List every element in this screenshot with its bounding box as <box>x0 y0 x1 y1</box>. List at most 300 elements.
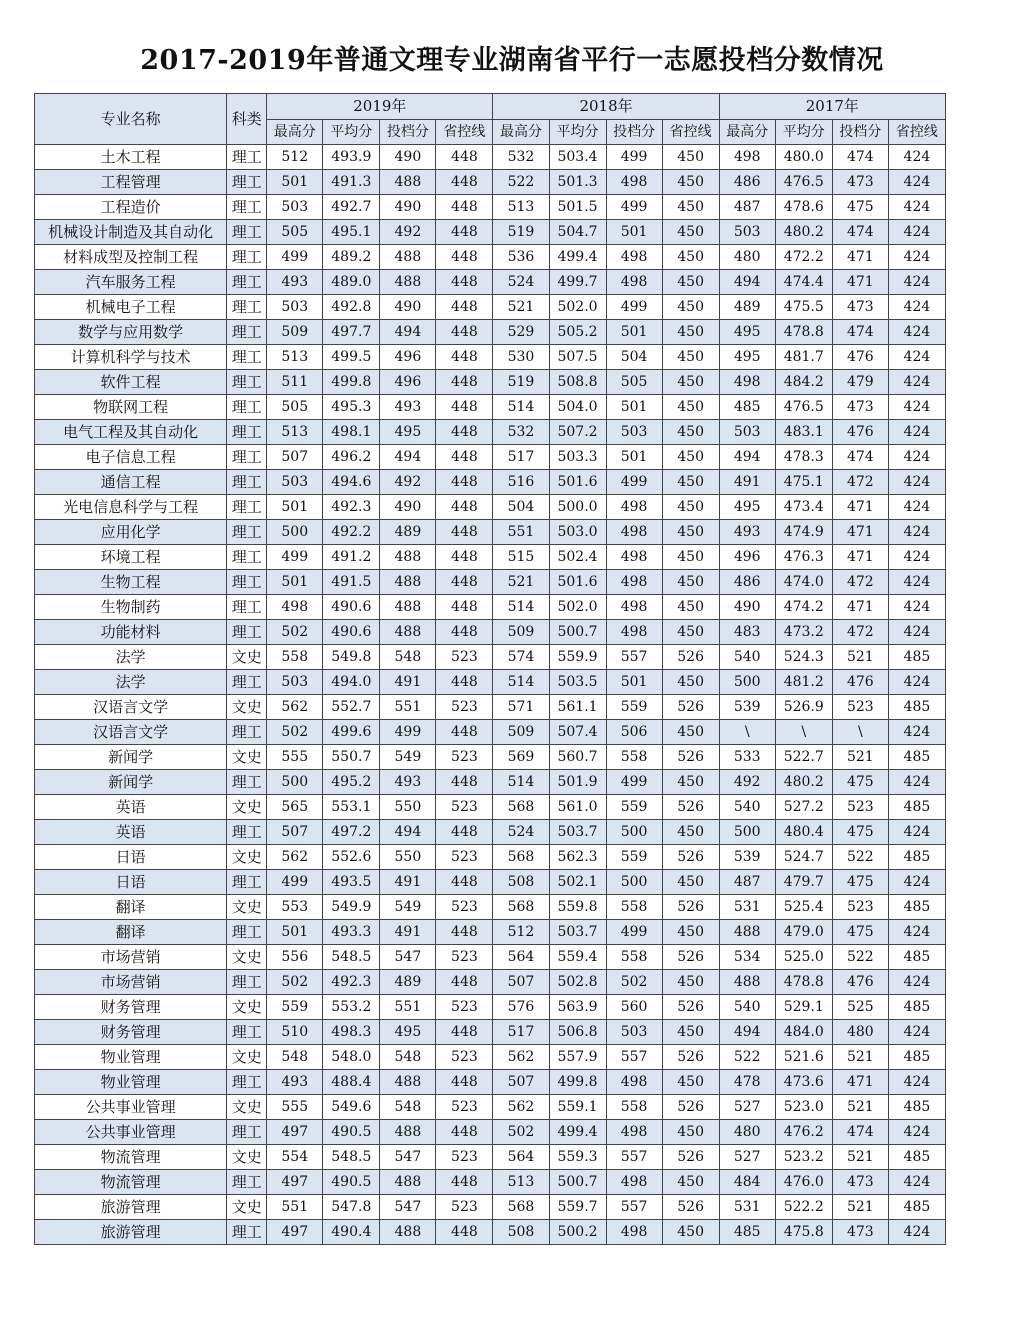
cell-control-2018: 450 <box>662 1020 719 1045</box>
cell-avg-2018: 507.2 <box>549 420 606 445</box>
cell-max-2017: 540 <box>719 645 775 670</box>
cell-control-2019: 448 <box>436 620 493 645</box>
cell-cutoff-2019: 488 <box>380 545 436 570</box>
cell-max-2017: 539 <box>719 695 775 720</box>
cell-cutoff-2018: 557 <box>606 645 662 670</box>
cell-major-name: 公共事业管理 <box>35 1095 227 1120</box>
cell-cutoff-2017: 521 <box>832 1145 888 1170</box>
cell-avg-2017: \ <box>775 720 832 745</box>
cell-max-2017: 485 <box>719 395 775 420</box>
cell-control-2017: 485 <box>888 945 945 970</box>
cell-control-2018: 450 <box>662 820 719 845</box>
cell-cutoff-2018: 557 <box>606 1045 662 1070</box>
cell-cutoff-2017: 521 <box>832 1095 888 1120</box>
cell-control-2019: 448 <box>436 370 493 395</box>
cell-control-2017: 424 <box>888 670 945 695</box>
cell-avg-2019: 550.7 <box>323 745 380 770</box>
cell-cutoff-2017: \ <box>832 720 888 745</box>
cell-avg-2017: 527.2 <box>775 795 832 820</box>
cell-max-2018: 507 <box>493 1070 549 1095</box>
cell-control-2019: 448 <box>436 545 493 570</box>
cell-avg-2019: 492.3 <box>323 970 380 995</box>
cell-cutoff-2018: 498 <box>606 595 662 620</box>
cell-control-2018: 450 <box>662 495 719 520</box>
cell-avg-2018: 503.7 <box>549 820 606 845</box>
table-row <box>35 1195 946 1220</box>
cell-major-name: 计算机科学与技术 <box>35 345 227 370</box>
cell-control-2017: 424 <box>888 295 945 320</box>
cell-avg-2019: 491.5 <box>323 570 380 595</box>
cell-cutoff-2019: 488 <box>380 1170 436 1195</box>
cell-cutoff-2019: 547 <box>380 945 436 970</box>
cell-cutoff-2019: 548 <box>380 645 436 670</box>
cell-max-2019: 513 <box>267 345 323 370</box>
cell-control-2019: 448 <box>436 195 493 220</box>
cell-avg-2017: 524.7 <box>775 845 832 870</box>
cell-max-2019: 500 <box>267 520 323 545</box>
cell-max-2019: 503 <box>267 295 323 320</box>
cell-control-2018: 526 <box>662 645 719 670</box>
cell-cutoff-2018: 498 <box>606 520 662 545</box>
cell-max-2019: 553 <box>267 895 323 920</box>
cell-major-name: 日语 <box>35 870 227 895</box>
cell-avg-2018: 500.7 <box>549 620 606 645</box>
cell-category: 理工 <box>227 920 267 945</box>
cell-control-2017: 424 <box>888 770 945 795</box>
cell-cutoff-2018: 559 <box>606 695 662 720</box>
header-cutoff-score: 投档分 <box>380 120 436 145</box>
cell-avg-2017: 523.2 <box>775 1145 832 1170</box>
cell-avg-2017: 484.0 <box>775 1020 832 1045</box>
cell-avg-2018: 501.6 <box>549 470 606 495</box>
cell-max-2017: 540 <box>719 795 775 820</box>
cell-cutoff-2017: 472 <box>832 470 888 495</box>
cell-avg-2019: 498.1 <box>323 420 380 445</box>
cell-max-2017: 495 <box>719 345 775 370</box>
cell-cutoff-2018: 498 <box>606 1220 662 1245</box>
cell-control-2019: 448 <box>436 770 493 795</box>
cell-cutoff-2017: 522 <box>832 845 888 870</box>
table-row <box>35 145 946 170</box>
cell-avg-2018: 559.4 <box>549 945 606 970</box>
cell-max-2018: 571 <box>493 695 549 720</box>
cell-control-2019: 448 <box>436 320 493 345</box>
cell-control-2018: 526 <box>662 1145 719 1170</box>
cell-category: 文史 <box>227 995 267 1020</box>
cell-cutoff-2018: 501 <box>606 445 662 470</box>
cell-control-2018: 526 <box>662 945 719 970</box>
cell-avg-2018: 559.3 <box>549 1145 606 1170</box>
cell-cutoff-2019: 488 <box>380 170 436 195</box>
table-row <box>35 1070 946 1095</box>
cell-control-2017: 485 <box>888 845 945 870</box>
cell-control-2017: 424 <box>888 570 945 595</box>
cell-avg-2019: 492.3 <box>323 495 380 520</box>
cell-max-2017: 480 <box>719 1120 775 1145</box>
cell-cutoff-2018: 499 <box>606 195 662 220</box>
cell-max-2018: 530 <box>493 345 549 370</box>
cell-avg-2017: 481.7 <box>775 345 832 370</box>
table-row <box>35 870 946 895</box>
cell-max-2019: 562 <box>267 695 323 720</box>
header-year-2018: 2018年 <box>493 94 719 120</box>
cell-category: 文史 <box>227 845 267 870</box>
cell-control-2017: 424 <box>888 195 945 220</box>
cell-max-2019: 499 <box>267 870 323 895</box>
cell-avg-2018: 559.7 <box>549 1195 606 1220</box>
cell-max-2017: 498 <box>719 370 775 395</box>
cell-max-2017: 494 <box>719 445 775 470</box>
table-body <box>35 145 946 1245</box>
cell-max-2019: 548 <box>267 1045 323 1070</box>
cell-major-name: 机械设计制造及其自动化 <box>35 220 227 245</box>
cell-cutoff-2019: 491 <box>380 870 436 895</box>
cell-cutoff-2018: 498 <box>606 1070 662 1095</box>
cell-category: 理工 <box>227 170 267 195</box>
cell-cutoff-2019: 492 <box>380 470 436 495</box>
cell-avg-2018: 503.5 <box>549 670 606 695</box>
cell-cutoff-2018: 498 <box>606 620 662 645</box>
cell-cutoff-2018: 503 <box>606 420 662 445</box>
cell-control-2018: 526 <box>662 1095 719 1120</box>
cell-cutoff-2017: 474 <box>832 145 888 170</box>
cell-cutoff-2017: 475 <box>832 195 888 220</box>
cell-cutoff-2017: 472 <box>832 620 888 645</box>
cell-avg-2018: 499.4 <box>549 1120 606 1145</box>
cell-max-2018: 568 <box>493 795 549 820</box>
cell-cutoff-2019: 488 <box>380 1220 436 1245</box>
cell-major-name: 法学 <box>35 670 227 695</box>
cell-avg-2018: 502.8 <box>549 970 606 995</box>
cell-max-2017: 503 <box>719 420 775 445</box>
cell-control-2018: 450 <box>662 320 719 345</box>
cell-max-2019: 498 <box>267 595 323 620</box>
table-row <box>35 220 946 245</box>
cell-max-2017: 500 <box>719 670 775 695</box>
cell-cutoff-2017: 523 <box>832 695 888 720</box>
cell-max-2019: 497 <box>267 1120 323 1145</box>
table-row <box>35 920 946 945</box>
cell-avg-2019: 492.8 <box>323 295 380 320</box>
cell-control-2019: 448 <box>436 970 493 995</box>
cell-avg-2018: 505.2 <box>549 320 606 345</box>
cell-control-2019: 448 <box>436 345 493 370</box>
header-avg-score: 平均分 <box>323 120 380 145</box>
cell-control-2019: 523 <box>436 995 493 1020</box>
cell-avg-2017: 474.4 <box>775 270 832 295</box>
table-row <box>35 1045 946 1070</box>
cell-avg-2019: 549.9 <box>323 895 380 920</box>
cell-max-2018: 514 <box>493 595 549 620</box>
cell-cutoff-2018: 498 <box>606 570 662 595</box>
cell-avg-2019: 552.7 <box>323 695 380 720</box>
cell-max-2018: 509 <box>493 720 549 745</box>
header-cutoff-score: 投档分 <box>832 120 888 145</box>
cell-control-2017: 424 <box>888 820 945 845</box>
cell-max-2019: 497 <box>267 1220 323 1245</box>
cell-max-2019: 558 <box>267 645 323 670</box>
cell-avg-2017: 525.4 <box>775 895 832 920</box>
cell-avg-2018: 501.5 <box>549 195 606 220</box>
cell-avg-2017: 483.1 <box>775 420 832 445</box>
header-avg-score: 平均分 <box>549 120 606 145</box>
cell-category: 理工 <box>227 220 267 245</box>
cell-cutoff-2018: 500 <box>606 820 662 845</box>
table-row <box>35 645 946 670</box>
cell-control-2019: 448 <box>436 445 493 470</box>
cell-major-name: 财务管理 <box>35 1020 227 1045</box>
cell-control-2019: 448 <box>436 270 493 295</box>
cell-control-2018: 526 <box>662 845 719 870</box>
cell-avg-2018: 502.0 <box>549 595 606 620</box>
cell-max-2019: 565 <box>267 795 323 820</box>
cell-control-2017: 424 <box>888 495 945 520</box>
cell-major-name: 机械电子工程 <box>35 295 227 320</box>
cell-major-name: 市场营销 <box>35 970 227 995</box>
header-row-years <box>35 94 946 120</box>
table-row <box>35 1145 946 1170</box>
cell-category: 理工 <box>227 720 267 745</box>
cell-cutoff-2019: 548 <box>380 1095 436 1120</box>
cell-cutoff-2017: 473 <box>832 1220 888 1245</box>
cell-control-2019: 448 <box>436 920 493 945</box>
table-row <box>35 795 946 820</box>
cell-max-2018: 564 <box>493 945 549 970</box>
cell-avg-2019: 495.2 <box>323 770 380 795</box>
cell-avg-2018: 507.4 <box>549 720 606 745</box>
cell-control-2019: 523 <box>436 695 493 720</box>
cell-control-2017: 485 <box>888 1095 945 1120</box>
cell-category: 理工 <box>227 195 267 220</box>
cell-avg-2017: 478.3 <box>775 445 832 470</box>
cell-max-2017: 503 <box>719 220 775 245</box>
cell-avg-2019: 548.0 <box>323 1045 380 1070</box>
cell-avg-2017: 475.8 <box>775 1220 832 1245</box>
cell-max-2017: 533 <box>719 745 775 770</box>
cell-control-2018: 450 <box>662 395 719 420</box>
cell-cutoff-2017: 471 <box>832 545 888 570</box>
cell-cutoff-2018: 560 <box>606 995 662 1020</box>
cell-avg-2018: 502.0 <box>549 295 606 320</box>
cell-control-2017: 424 <box>888 170 945 195</box>
cell-avg-2017: 472.2 <box>775 245 832 270</box>
cell-major-name: 英语 <box>35 795 227 820</box>
cell-avg-2017: 474.9 <box>775 520 832 545</box>
cell-cutoff-2018: 501 <box>606 670 662 695</box>
table-row <box>35 1220 946 1245</box>
cell-max-2019: 501 <box>267 495 323 520</box>
cell-max-2019: 502 <box>267 970 323 995</box>
table-row <box>35 570 946 595</box>
cell-cutoff-2018: 498 <box>606 545 662 570</box>
page-title: 2017-2019年普通文理专业湖南省平行一志愿投档分数情况 <box>140 45 884 76</box>
cell-avg-2019: 492.7 <box>323 195 380 220</box>
cell-category: 文史 <box>227 1145 267 1170</box>
cell-category: 理工 <box>227 620 267 645</box>
cell-control-2018: 450 <box>662 420 719 445</box>
cell-major-name: 公共事业管理 <box>35 1120 227 1145</box>
cell-control-2017: 485 <box>888 895 945 920</box>
table-row <box>35 545 946 570</box>
cell-avg-2019: 493.5 <box>323 870 380 895</box>
cell-control-2018: 450 <box>662 520 719 545</box>
cell-max-2018: 568 <box>493 1195 549 1220</box>
table-row <box>35 495 946 520</box>
cell-avg-2019: 490.5 <box>323 1170 380 1195</box>
cell-max-2017: 486 <box>719 570 775 595</box>
cell-category: 理工 <box>227 295 267 320</box>
cell-max-2018: 574 <box>493 645 549 670</box>
cell-max-2017: 486 <box>719 170 775 195</box>
cell-control-2017: 424 <box>888 920 945 945</box>
cell-control-2017: 424 <box>888 145 945 170</box>
cell-cutoff-2019: 489 <box>380 970 436 995</box>
cell-avg-2017: 525.0 <box>775 945 832 970</box>
cell-max-2017: 494 <box>719 270 775 295</box>
cell-max-2018: 514 <box>493 670 549 695</box>
cell-major-name: 市场营销 <box>35 945 227 970</box>
header-max-score: 最高分 <box>493 120 549 145</box>
cell-control-2017: 424 <box>888 445 945 470</box>
cell-avg-2018: 562.3 <box>549 845 606 870</box>
cell-category: 理工 <box>227 420 267 445</box>
cell-cutoff-2018: 558 <box>606 745 662 770</box>
header-cutoff-score: 投档分 <box>606 120 662 145</box>
table-row <box>35 745 946 770</box>
cell-major-name: 旅游管理 <box>35 1220 227 1245</box>
cell-control-2018: 526 <box>662 695 719 720</box>
cell-category: 理工 <box>227 1020 267 1045</box>
cell-control-2018: 450 <box>662 1170 719 1195</box>
cell-cutoff-2017: 525 <box>832 995 888 1020</box>
header-control-line: 省控线 <box>436 120 493 145</box>
cell-control-2018: 450 <box>662 570 719 595</box>
table-row <box>35 970 946 995</box>
cell-cutoff-2018: 557 <box>606 1195 662 1220</box>
cell-max-2018: 508 <box>493 1220 549 1245</box>
cell-cutoff-2017: 521 <box>832 645 888 670</box>
cell-max-2018: 513 <box>493 195 549 220</box>
cell-cutoff-2019: 549 <box>380 745 436 770</box>
table-row <box>35 995 946 1020</box>
cell-control-2018: 450 <box>662 545 719 570</box>
cell-avg-2017: 473.6 <box>775 1070 832 1095</box>
cell-category: 文史 <box>227 945 267 970</box>
cell-cutoff-2019: 494 <box>380 445 436 470</box>
cell-major-name: 工程造价 <box>35 195 227 220</box>
cell-cutoff-2017: 473 <box>832 170 888 195</box>
cell-category: 理工 <box>227 595 267 620</box>
cell-max-2018: 532 <box>493 145 549 170</box>
cell-avg-2018: 500.2 <box>549 1220 606 1245</box>
cell-avg-2018: 503.4 <box>549 145 606 170</box>
cell-cutoff-2018: 557 <box>606 1145 662 1170</box>
cell-control-2018: 450 <box>662 970 719 995</box>
cell-max-2017: \ <box>719 720 775 745</box>
cell-max-2018: 519 <box>493 370 549 395</box>
cell-major-name: 物流管理 <box>35 1170 227 1195</box>
cell-control-2017: 424 <box>888 320 945 345</box>
cell-cutoff-2017: 474 <box>832 445 888 470</box>
cell-control-2019: 523 <box>436 1195 493 1220</box>
cell-avg-2019: 498.3 <box>323 1020 380 1045</box>
cell-control-2017: 424 <box>888 220 945 245</box>
cell-avg-2019: 490.5 <box>323 1120 380 1145</box>
cell-category: 文史 <box>227 695 267 720</box>
cell-avg-2019: 490.6 <box>323 620 380 645</box>
cell-control-2018: 450 <box>662 245 719 270</box>
cell-control-2019: 448 <box>436 870 493 895</box>
cell-control-2017: 424 <box>888 1020 945 1045</box>
cell-cutoff-2019: 488 <box>380 570 436 595</box>
cell-control-2019: 448 <box>436 1120 493 1145</box>
cell-category: 文史 <box>227 745 267 770</box>
cell-cutoff-2018: 498 <box>606 170 662 195</box>
cell-major-name: 汉语言文学 <box>35 695 227 720</box>
cell-cutoff-2019: 488 <box>380 1120 436 1145</box>
cell-max-2017: 484 <box>719 1170 775 1195</box>
cell-avg-2019: 553.1 <box>323 795 380 820</box>
cell-major-name: 通信工程 <box>35 470 227 495</box>
cell-control-2017: 424 <box>888 720 945 745</box>
cell-avg-2019: 553.2 <box>323 995 380 1020</box>
cell-major-name: 日语 <box>35 845 227 870</box>
cell-avg-2018: 508.8 <box>549 370 606 395</box>
cell-major-name: 物联网工程 <box>35 395 227 420</box>
cell-cutoff-2018: 559 <box>606 845 662 870</box>
cell-control-2018: 450 <box>662 145 719 170</box>
cell-cutoff-2018: 505 <box>606 370 662 395</box>
cell-avg-2018: 506.8 <box>549 1020 606 1045</box>
cell-cutoff-2019: 490 <box>380 145 436 170</box>
cell-control-2018: 450 <box>662 295 719 320</box>
header-avg-score: 平均分 <box>775 120 832 145</box>
cell-category: 理工 <box>227 245 267 270</box>
cell-avg-2019: 490.6 <box>323 595 380 620</box>
cell-control-2017: 424 <box>888 545 945 570</box>
cell-max-2017: 495 <box>719 495 775 520</box>
cell-max-2019: 510 <box>267 1020 323 1045</box>
cell-max-2017: 493 <box>719 520 775 545</box>
cell-avg-2017: 476.2 <box>775 1120 832 1145</box>
cell-category: 理工 <box>227 1070 267 1095</box>
cell-avg-2017: 523.0 <box>775 1095 832 1120</box>
cell-control-2019: 448 <box>436 470 493 495</box>
cell-avg-2018: 503.0 <box>549 520 606 545</box>
table-row <box>35 270 946 295</box>
cell-major-name: 生物制药 <box>35 595 227 620</box>
cell-max-2018: 512 <box>493 920 549 945</box>
cell-control-2019: 448 <box>436 595 493 620</box>
cell-avg-2017: 479.7 <box>775 870 832 895</box>
header-control-line: 省控线 <box>888 120 945 145</box>
table-row <box>35 1095 946 1120</box>
cell-cutoff-2017: 521 <box>832 1195 888 1220</box>
table-row <box>35 770 946 795</box>
table-row <box>35 370 946 395</box>
cell-cutoff-2018: 501 <box>606 220 662 245</box>
cell-max-2017: 494 <box>719 1020 775 1045</box>
cell-control-2017: 424 <box>888 395 945 420</box>
cell-control-2019: 448 <box>436 1220 493 1245</box>
cell-control-2017: 485 <box>888 695 945 720</box>
cell-max-2018: 568 <box>493 895 549 920</box>
cell-control-2019: 448 <box>436 495 493 520</box>
cell-cutoff-2019: 488 <box>380 595 436 620</box>
cell-max-2019: 507 <box>267 820 323 845</box>
cell-major-name: 汽车服务工程 <box>35 270 227 295</box>
cell-max-2019: 554 <box>267 1145 323 1170</box>
